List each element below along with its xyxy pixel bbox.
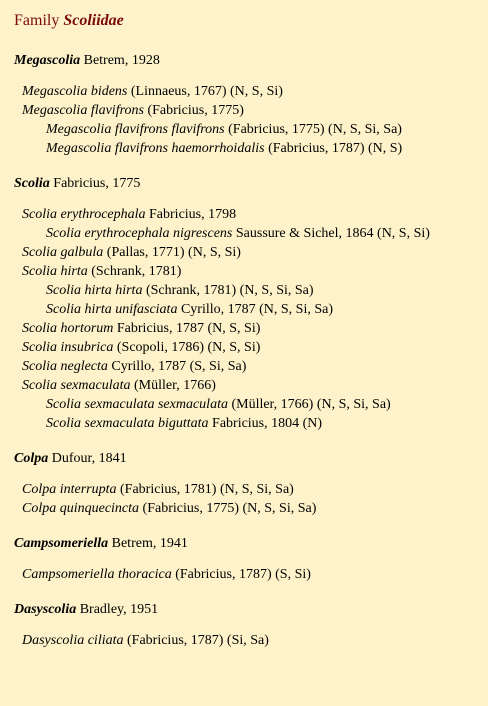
- subspecies-entry: [14, 139, 488, 158]
- taxon-authority: (Fabricius, 1775) (N, S, Si, Sa): [224, 122, 402, 137]
- taxon-name: Scolia hirta unifasciata: [46, 302, 178, 317]
- genus-name: Dasyscolia: [14, 602, 77, 617]
- genus-author: Betrem, 1928: [80, 53, 160, 68]
- taxon-name: Scolia hirta: [22, 264, 88, 279]
- taxon-authority: (Fabricius, 1775): [143, 103, 244, 118]
- taxon-name: Scolia hirta hirta: [46, 283, 143, 298]
- taxon-authority: Saussure & Sichel, 1864 (N, S, Si): [232, 226, 430, 241]
- species-list: [14, 631, 488, 650]
- taxon-authority: Fabricius, 1787 (N, S, Si): [113, 321, 261, 336]
- taxon-authority: (Scopoli, 1786) (N, S, Si): [113, 340, 261, 355]
- subspecies-entry: [14, 224, 488, 243]
- taxon-name: Scolia erythrocephala nigrescens: [46, 226, 233, 241]
- species-entry: [14, 243, 488, 262]
- genus-author: Fabricius, 1775: [49, 176, 141, 191]
- subspecies-entry: [14, 414, 488, 433]
- subspecies-entry: [14, 120, 488, 139]
- family-prefix: Family: [14, 12, 64, 29]
- genus-name: Campsomeriella: [14, 536, 109, 551]
- species-entry: [14, 101, 488, 120]
- taxon-name: Megascolia flavifrons flavifrons: [46, 122, 225, 137]
- subspecies-entry: [14, 281, 488, 300]
- subspecies-entry: [14, 300, 488, 319]
- taxon-name: Scolia sexmaculata: [22, 378, 131, 393]
- species-entry: [14, 565, 488, 584]
- species-entry: [14, 376, 488, 395]
- species-entry: [14, 319, 488, 338]
- taxon-authority: (Fabricius, 1775) (N, S, Si, Sa): [139, 501, 317, 516]
- taxon-authority: (Fabricius, 1787) (Si, Sa): [123, 633, 269, 648]
- genus-heading: [14, 449, 488, 468]
- taxon-authority: Cyrillo, 1787 (N, S, Si, Sa): [177, 302, 334, 317]
- taxon-name: Colpa quinquecincta: [22, 501, 140, 516]
- genus-block: [14, 174, 488, 433]
- genus-heading: [14, 534, 488, 553]
- taxon-name: Scolia neglecta: [22, 359, 108, 374]
- species-list: [14, 565, 488, 584]
- genus-block: [14, 600, 488, 650]
- taxon-authority: Cyrillo, 1787 (S, Si, Sa): [107, 359, 247, 374]
- species-entry: [14, 480, 488, 499]
- genus-author: Bradley, 1951: [76, 602, 159, 617]
- taxon-name: Scolia erythrocephala: [22, 207, 146, 222]
- taxon-name: Dasyscolia ciliata: [22, 633, 124, 648]
- taxon-authority: (Müller, 1766) (N, S, Si, Sa): [227, 397, 391, 412]
- taxon-authority: (Schrank, 1781) (N, S, Si, Sa): [142, 283, 314, 298]
- genus-author: Dufour, 1841: [48, 451, 127, 466]
- species-entry: [14, 338, 488, 357]
- taxon-authority: (Schrank, 1781): [87, 264, 182, 279]
- taxon-authority: Fabricius, 1804 (N): [208, 416, 323, 431]
- genus-heading: [14, 600, 488, 619]
- species-entry: [14, 82, 488, 101]
- taxon-authority: (Fabricius, 1787) (N, S): [264, 141, 403, 156]
- taxon-authority: (Linnaeus, 1767) (N, S, Si): [127, 84, 283, 99]
- genus-block: [14, 449, 488, 518]
- taxon-name: Scolia sexmaculata biguttata: [46, 416, 209, 431]
- taxon-name: Megascolia bidens: [22, 84, 128, 99]
- species-entry: [14, 262, 488, 281]
- genus-heading: [14, 174, 488, 193]
- taxon-authority: (Fabricius, 1781) (N, S, Si, Sa): [116, 482, 294, 497]
- genus-block: [14, 51, 488, 158]
- genus-heading: [14, 51, 488, 70]
- genus-block: [14, 534, 488, 584]
- species-entry: [14, 357, 488, 376]
- genus-author: Betrem, 1941: [108, 536, 188, 551]
- genera-list: [14, 51, 488, 650]
- genus-name: Megascolia: [14, 53, 81, 68]
- species-entry: [14, 205, 488, 224]
- taxon-authority: (Pallas, 1771) (N, S, Si): [103, 245, 241, 260]
- genus-name: Colpa: [14, 451, 49, 466]
- family-name: Scoliidae: [63, 12, 124, 29]
- taxon-authority: Fabricius, 1798: [145, 207, 237, 222]
- species-list: [14, 205, 488, 433]
- taxon-authority: (Fabricius, 1787) (S, Si): [171, 567, 311, 582]
- subspecies-entry: [14, 395, 488, 414]
- genus-name: Scolia: [14, 176, 50, 191]
- taxon-name: Scolia insubrica: [22, 340, 114, 355]
- species-entry: [14, 631, 488, 650]
- taxon-name: Scolia sexmaculata sexmaculata: [46, 397, 228, 412]
- taxon-name: Colpa interrupta: [22, 482, 117, 497]
- species-list: [14, 82, 488, 158]
- taxon-name: Megascolia flavifrons: [22, 103, 144, 118]
- taxon-name: Megascolia flavifrons haemorrhoidalis: [46, 141, 265, 156]
- taxon-authority: (Müller, 1766): [130, 378, 216, 393]
- taxon-name: Campsomeriella thoracica: [22, 567, 172, 582]
- species-entry: [14, 499, 488, 518]
- family-title: [14, 11, 488, 31]
- species-list: [14, 480, 488, 518]
- taxon-name: Scolia hortorum: [22, 321, 114, 336]
- taxon-name: Scolia galbula: [22, 245, 104, 260]
